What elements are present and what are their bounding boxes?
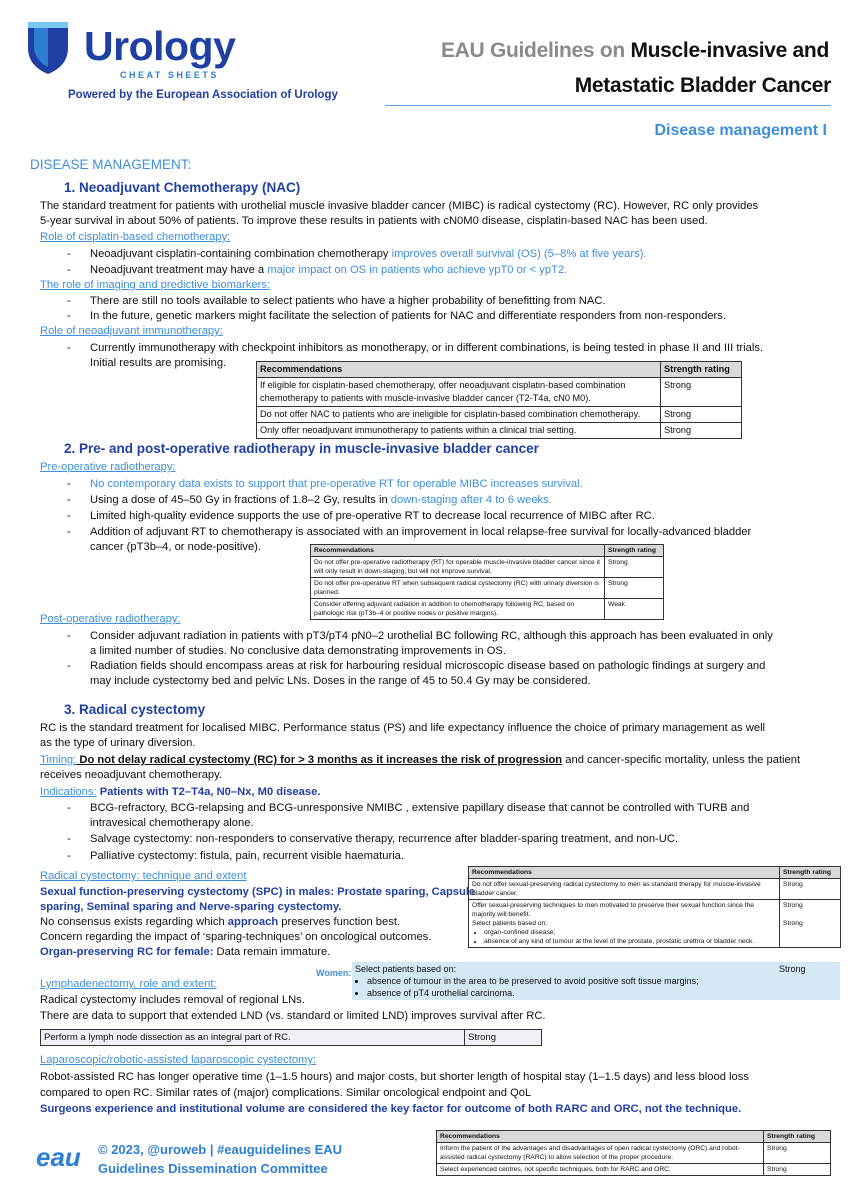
rc-bullet-3: - Palliative cystectomy: fistula, pain, recurrent visible haematuria. — [40, 849, 404, 864]
no-consensus-text: No consensus exists regarding which — [40, 916, 228, 928]
lap-line-2: compared to open RC. Similar rates of (major) complications. Similar oncological endpoint and QoL — [40, 1087, 532, 1099]
women-label: Women: — [316, 968, 352, 978]
pre-op-rt-link[interactable]: Pre-operative radiotherapy: — [40, 461, 176, 473]
lnd-recommendations-table — [40, 1029, 542, 1046]
rt-bullet-6-line2: may include cystectomy bed and pelvic LNs. Doses in the range of 45 to 50.4 Gy may be considered. — [90, 675, 591, 687]
strength-rating: Weak — [605, 599, 664, 620]
table-header: Recommendations — [469, 867, 780, 879]
rc-timing — [40, 753, 800, 768]
list-item: • absence of pT4 urothelial carcinoma. — [367, 987, 773, 999]
nac-heading: 1. Neoadjuvant Chemotherapy (NAC) — [64, 180, 301, 195]
nac-bullet-1-highlight: improves overall survival (OS) (5–8% at five years). — [391, 248, 647, 260]
timing-bold: Do not delay radical cystectomy (RC) for > 3 months as it increases the risk of progression — [76, 754, 563, 766]
rc-indications — [40, 785, 320, 800]
rt-bullet-1 — [40, 477, 583, 492]
nac-bullet-5-line1: Currently immunotherapy with checkpoint inhibitors as monotherapy, or in different combinations, is being tested in phase II and III trials. — [90, 342, 764, 354]
no-consensus-rest: preserves function best. — [278, 916, 401, 928]
rt-bullet-6-line1: Radiation fields should encompass areas at risk for harbouring residual microscopic disease based on pathologic findings at surgery and — [90, 660, 766, 672]
recommendation: Do not offer NAC to patients who are ineligible for cisplatin-based combination chemotherapy. — [257, 407, 661, 423]
rt-bullet-4-line2: cancer (pT3b–4, or node-positive). — [90, 541, 262, 553]
strength-rating: Strong — [605, 557, 664, 578]
strength-rating: Strong — [764, 1143, 831, 1164]
recommendation — [469, 900, 780, 948]
nac-bullet-3: - There are still no tools available to select patients who have a higher probability of benefitting from NAC. — [40, 294, 606, 309]
strength-rating: Strong — [605, 578, 664, 599]
table-header: Strength rating — [764, 1131, 831, 1143]
rc-bullet-1-line1: BCG-refractory, BCG-relapsing and BCG-unresponsive NMIBC , extensive papillary disease that cannot be controlled with TURB and — [90, 802, 750, 814]
strength-rating: Strong — [661, 378, 742, 407]
recommendation — [352, 962, 776, 1000]
recommendation: Do not offer pre-operative RT when subsequent radical cystectomy (RC) with urinary diversion is planned. — [311, 578, 605, 599]
spc-line-1: Sexual function-preserving cystectomy (SPC) in males: Prostate sparing, Capsule — [40, 886, 476, 898]
women-recommendations-table — [352, 962, 840, 1000]
indications-text: Patients with T2–T4a, N0–Nx, M0 disease. — [96, 786, 321, 798]
rt-bullet-2-highlight: down-staging after 4 to 6 weeks. — [390, 494, 552, 506]
rt-bullet-3: - Limited high-quality evidence supports the use of pre-operative RT to decrease local recurrence of MIBC after RC. — [40, 509, 655, 524]
rt-bullet-2 — [40, 493, 552, 508]
rt-bullet-5-line1: Consider adjuvant radiation in patients with pT3/pT4 pN0–2 urothelial BC following RC, although this approach has been evaluated in only — [90, 630, 773, 642]
lap-line-1: Robot-assisted RC has longer operative time (1–1.5 hours) and major costs, but shorter length of hospital stay (1–1.5 days) and less blood loss — [40, 1071, 749, 1083]
lymph-line-2: There are data to support that extended LND (vs. standard or limited LND) improves survival after RC. — [40, 1010, 546, 1022]
footer-copyright — [98, 1140, 342, 1178]
rt-heading: 2. Pre- and post-operative radiotherapy in muscle-invasive bladder cancer — [64, 441, 539, 456]
strength-rating: Strong — [661, 407, 742, 423]
spc-recommendations-table — [468, 866, 841, 948]
organ-preserving-text: Data remain immature. — [213, 946, 331, 958]
nac-bullet-5-line2: Initial results are promising. — [90, 357, 227, 369]
organ-preserving-label: Organ-preserving RC for female: — [40, 946, 214, 958]
recommendation-text: Select patients based on: — [472, 920, 548, 927]
rarc-recommendations-table — [436, 1130, 831, 1176]
recommendation: Only offer neoadjuvant immunotherapy to patients within a clinical trial setting. — [257, 423, 661, 439]
recommendation-text: Select patients based on: — [355, 964, 457, 974]
recommendation: Do not offer pre-operative radiotherapy (RT) for operable muscle-invasive bladder cancer since it will only result in down-staging, but will not improve survival. — [311, 557, 605, 578]
table-header: Strength rating — [605, 545, 664, 557]
recommendation: Consider offering adjuvant radiation in addition to chemotherapy following RC, based on pathologic risk (pT3b–4 or positive nodes or positive margins). — [311, 599, 605, 620]
footer-line-2: Guidelines Dissemination Committee — [98, 1161, 328, 1176]
table-header: Strength rating — [661, 362, 742, 378]
nac-bullet-2-text: Neoadjuvant treatment may have a — [90, 264, 268, 276]
table-header: Recommendations — [257, 362, 661, 378]
page-title-line2: Metastatic Bladder Cancer — [574, 74, 831, 97]
recommendation: If eligible for cisplatin-based chemotherapy, offer neoadjuvant cisplatin-based combination chemotherapy to patients with muscle-invasive bladder cancer (T2-T4a, cN0 M0). — [257, 378, 661, 407]
lymphadenectomy-link[interactable]: Lymphadenectomy, role and extent: — [40, 978, 217, 990]
strength-rating: Strong — [779, 964, 806, 974]
table-header: Recommendations — [437, 1131, 764, 1143]
nac-bullet-2 — [40, 263, 567, 278]
rt-bullet-2-text: Using a dose of 45–50 Gy in fractions of 1.8–2 Gy, results in — [90, 494, 391, 506]
table-header: Strength rating — [780, 867, 841, 879]
list-item: • absence of any kind of tumour at the level of the prostate, prostatic urethra or bladder neck. — [484, 937, 776, 946]
rc-bullet-2: - Salvage cystectomy: non-responders to conservative therapy, recurrence after bladder-sparing treatment, and non-UC. — [40, 832, 678, 847]
rt-bullet-4-line1: Addition of adjuvant RT to chemotherapy is associated with an improvement in local relapse-free survival for locally-advanced bladder — [90, 526, 752, 538]
recommendation: Perform a lymph node dissection as an integral part of RC. — [41, 1030, 465, 1046]
strength-value: Strong — [783, 920, 803, 927]
rc-intro-2: as the type of urinary diversion. — [40, 737, 196, 749]
nac-recommendations-table — [256, 361, 742, 439]
rt-bullet-1-text: No contemporary data exists to support that pre-operative RT for operable MIBC increases survival. — [90, 478, 583, 490]
lap-line-3: Surgeons experience and institutional volume are considered the key factor for outcome of both RARC and ORC, not the technique. — [40, 1103, 742, 1115]
logo-wordmark: Urology — [84, 23, 236, 69]
header-divider — [385, 105, 831, 106]
nac-bullet-2-highlight: major impact on OS in patients who achieve ypT0 or < ypT2. — [267, 264, 568, 276]
nac-intro-2: 5-year survival in about 50% of patients. To improve these results in patients with cN0M0 disease, cisplatin-based NAC has been used. — [40, 215, 708, 227]
powered-by: Powered by the European Association of Urology — [68, 89, 338, 101]
no-consensus — [40, 915, 400, 930]
urology-shield-logo — [25, 18, 71, 76]
recommendation: Inform the patient of the advantages and disadvantages of open radical cystectomy (ORC) and robot-assisted radical cystectomy (RARC) to allow selection of the proper procedure. — [437, 1143, 764, 1164]
immunotherapy-link[interactable]: Role of neoadjuvant immunotherapy: — [40, 325, 223, 337]
concern-line: Concern regarding the impact of ‘sparing-techniques’ on oncological outcomes. — [40, 931, 432, 943]
disease-management-heading: DISEASE MANAGEMENT: — [30, 157, 192, 172]
timing-label: Timing: — [40, 754, 77, 766]
lymph-line-1: Radical cystectomy includes removal of regional LNs. — [40, 994, 305, 1006]
recommendation-text: Offer sexual-preserving techniques to men motivated to preserve their sexual function since the majority will benefit. — [472, 902, 755, 918]
imaging-biomarkers-link[interactable]: The role of imaging and predictive biomarkers: — [40, 279, 271, 291]
page-title-line1 — [441, 39, 829, 63]
rt-bullet-6 — [40, 659, 765, 689]
post-op-rt-link[interactable]: Post-operative radiotherapy: — [40, 613, 181, 625]
cisplatin-role-link[interactable]: Role of cisplatin-based chemotherapy: — [40, 231, 231, 243]
strength-value: Strong — [783, 902, 803, 909]
title-main1: Muscle-invasive and — [630, 39, 829, 62]
eau-logo — [34, 1140, 86, 1176]
no-consensus-highlight: approach — [227, 916, 279, 928]
nac-bullet-1-text: Neoadjuvant cisplatin-containing combination chemotherapy — [90, 248, 392, 260]
strength-rating: Strong — [780, 879, 841, 900]
organ-preserving — [40, 945, 330, 960]
indications-label: Indications: — [40, 786, 97, 798]
rc-heading: 3. Radical cystectomy — [64, 702, 206, 717]
svg-text:eau: eau — [36, 1142, 81, 1172]
strength-rating: Strong — [465, 1030, 542, 1046]
timing-rest: and cancer-specific mortality, unless the patient — [562, 754, 801, 766]
logo-subtitle: CHEAT SHEETS — [120, 70, 219, 80]
rc-intro-1: RC is the standard treatment for localised MIBC. Performance status (PS) and life expectancy influence the choice of primary management as well — [40, 722, 766, 734]
rt-bullet-5 — [40, 629, 773, 659]
strength-rating: Strong — [661, 423, 742, 439]
rc-bullet-1 — [40, 801, 749, 831]
table-header: Recommendations — [311, 545, 605, 557]
title-prefix: EAU Guidelines on — [440, 39, 625, 62]
rc-technique-link[interactable]: Radical cystectomy: technique and extent — [40, 870, 247, 882]
list-item: • absence of tumour in the area to be preserved to avoid positive soft tissue margins; — [367, 975, 773, 987]
nac-bullet-1 — [40, 247, 647, 262]
rt-bullet-5-line2: a limited number of studies. No conclusive data demonstrating improvements in OS. — [90, 645, 506, 657]
spc-line-2: sparing, Seminal sparing and Nerve-sparing cystectomy. — [40, 901, 342, 913]
list-item: • organ-confined disease; — [484, 928, 776, 937]
strength-rating: Strong — [764, 1164, 831, 1176]
recommendation: Do not offer sexual-preserving radical cystectomy to men as standard therapy for muscle-invasive bladder cancer. — [469, 879, 780, 900]
rc-timing-2: receives neoadjuvant chemotherapy. — [40, 769, 223, 781]
strength-rating — [780, 900, 841, 948]
footer-line-1: © 2023, @uroweb | #eauguidelines EAU — [98, 1142, 343, 1157]
recommendation: Select experienced centres, not specific techniques, both for RARC and ORC. — [437, 1164, 764, 1176]
rt-recommendations-table — [310, 544, 664, 620]
nac-intro-1: The standard treatment for patients with urothelial muscle invasive bladder cancer (MIBC) is radical cystectomy (RC). However, RC only provides — [40, 200, 759, 212]
laparoscopic-link[interactable]: Laparoscopic/robotic-assisted laparoscopic cystectomy: — [40, 1054, 317, 1066]
rc-bullet-1-line2: intravesical chemotherapy alone. — [90, 817, 254, 829]
nac-bullet-4: - In the future, genetic markers might facilitate the selection of patients for NAC and differentiate responders from non-responders. — [40, 309, 726, 324]
section-title: Disease management I — [654, 122, 827, 139]
